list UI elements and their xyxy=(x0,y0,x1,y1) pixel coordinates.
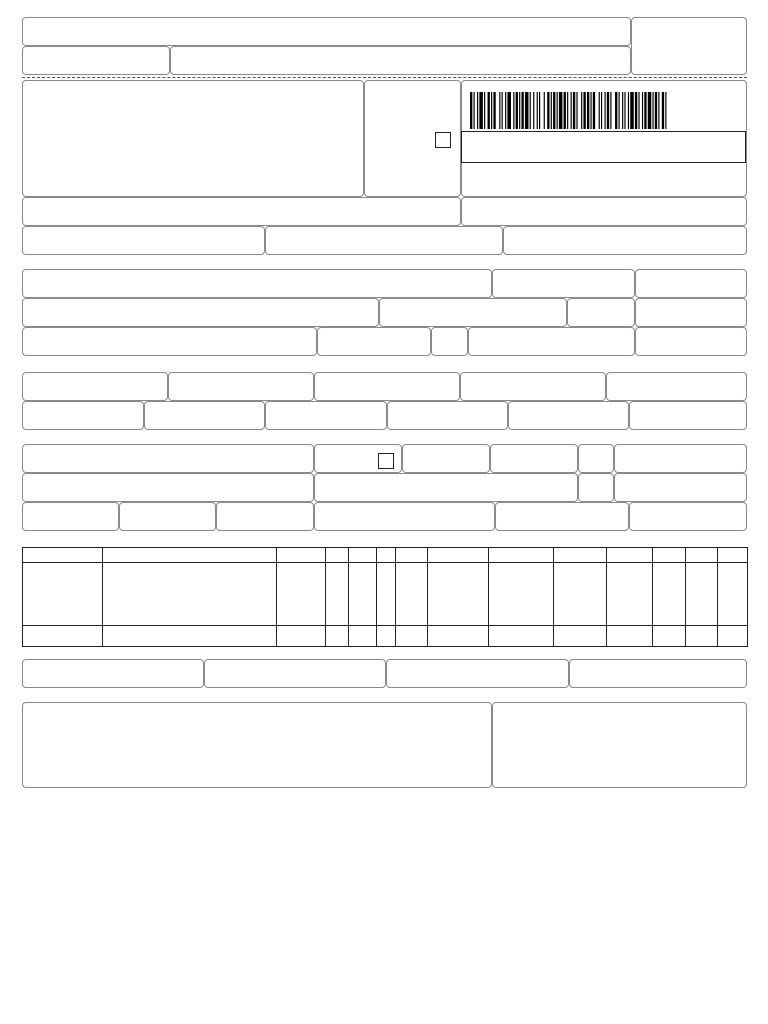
receipt-received-field xyxy=(22,17,631,46)
volume-numbering-field xyxy=(314,502,495,531)
reserved-fisco-field xyxy=(492,702,747,788)
barcode-bar xyxy=(525,92,529,129)
table-cell xyxy=(103,626,277,647)
barcode-bar xyxy=(571,92,572,129)
barcode-bar xyxy=(477,92,478,129)
carrier-address-field xyxy=(22,473,314,502)
barcode-bar xyxy=(470,92,472,129)
carrier-cnpj-field xyxy=(614,444,747,473)
barcode-bar xyxy=(607,92,609,129)
barcode-bar xyxy=(587,92,589,129)
barcode-bar xyxy=(665,92,666,129)
barcode-bar xyxy=(658,92,659,129)
barcode-bar xyxy=(474,92,475,129)
issqn-base-field xyxy=(386,659,569,688)
insurance-field xyxy=(144,401,265,430)
barcode-bar xyxy=(622,92,623,129)
barcode-bar xyxy=(551,92,552,129)
products-total-field xyxy=(606,372,747,401)
ipi-value-field xyxy=(508,401,629,430)
barcode-bar xyxy=(619,92,620,129)
barcode-bar xyxy=(559,92,563,129)
discount-field xyxy=(265,401,387,430)
vehicle-state-field xyxy=(578,444,614,473)
barcode-bar xyxy=(547,92,549,129)
barcode-bar xyxy=(567,92,568,129)
table-header-cell xyxy=(686,548,718,563)
recipient-name-field xyxy=(22,269,492,298)
operation-nature-field xyxy=(22,197,461,226)
table-header-cell xyxy=(718,548,748,563)
barcode-bar xyxy=(583,92,585,129)
volume-species-field xyxy=(119,502,216,531)
recipient-cnpj-field xyxy=(492,269,635,298)
substitute-registration-field xyxy=(265,226,503,255)
table-cell xyxy=(349,626,377,647)
table-cell xyxy=(489,626,554,647)
barcode-bar xyxy=(484,92,485,129)
recipient-state-field xyxy=(431,327,468,356)
barcode-bar xyxy=(521,92,523,129)
barcode-bar xyxy=(530,92,531,129)
barcode-bar xyxy=(599,92,600,129)
barcode-bar xyxy=(491,92,492,129)
issuer-identification-field xyxy=(22,80,364,197)
receipt-date-field xyxy=(22,46,170,75)
table-header-cell xyxy=(607,548,653,563)
carrier-city-field xyxy=(314,473,578,502)
carrier-state-field xyxy=(578,473,614,502)
barcode-bar xyxy=(564,92,566,129)
barcode-bar xyxy=(499,92,500,129)
services-total-field xyxy=(204,659,386,688)
recipient-zip-field xyxy=(567,298,635,327)
table-cell xyxy=(686,626,718,647)
barcode-bar xyxy=(479,92,483,129)
barcode-bar xyxy=(537,92,538,129)
tax-base-field xyxy=(22,372,168,401)
table-header-cell xyxy=(23,548,103,563)
recipient-phone-field xyxy=(317,327,431,356)
municipal-registration-field xyxy=(22,659,204,688)
barcode-bar xyxy=(605,92,606,129)
exit-time-field xyxy=(635,327,747,356)
table-cell xyxy=(377,563,396,626)
carrier-ie-field xyxy=(614,473,747,502)
invoice-total-field xyxy=(629,401,747,430)
table-cell xyxy=(554,626,607,647)
other-expenses-field xyxy=(387,401,508,430)
volume-brand-field xyxy=(216,502,314,531)
access-key-field xyxy=(461,131,746,163)
authorization-protocol-field xyxy=(461,197,747,226)
barcode-bar xyxy=(576,92,577,129)
barcode-bar xyxy=(638,92,639,129)
receipt-signature-field xyxy=(170,46,631,75)
table-header-cell xyxy=(396,548,428,563)
issqn-value-field xyxy=(569,659,747,688)
barcode-bar xyxy=(642,92,643,129)
recipient-district-field xyxy=(379,298,567,327)
table-header-cell xyxy=(326,548,349,563)
barcode-bar xyxy=(493,92,495,129)
table-cell xyxy=(23,563,103,626)
table-cell xyxy=(103,563,277,626)
table-cell xyxy=(428,563,489,626)
freight-field xyxy=(22,401,144,430)
barcode-bar xyxy=(581,92,582,129)
net-weight-field xyxy=(629,502,747,531)
gross-weight-field xyxy=(495,502,629,531)
table-header-cell xyxy=(103,548,277,563)
table-cell xyxy=(607,563,653,626)
table-cell xyxy=(326,563,349,626)
antt-code-field xyxy=(402,444,490,473)
exit-date-field xyxy=(635,298,747,327)
barcode-bar xyxy=(533,92,534,129)
table-header-cell xyxy=(489,548,554,563)
table-cell xyxy=(277,626,326,647)
products-table-total-row xyxy=(23,626,748,647)
barcode-bar xyxy=(644,92,646,129)
table-header-cell xyxy=(349,548,377,563)
barcode-bar xyxy=(505,92,506,129)
table-cell xyxy=(396,563,428,626)
table-cell xyxy=(396,626,428,647)
table-header-cell xyxy=(428,548,489,563)
carrier-name-field xyxy=(22,444,314,473)
table-cell xyxy=(686,563,718,626)
barcode-bar xyxy=(488,92,490,129)
products-table xyxy=(22,547,748,647)
table-cell xyxy=(277,563,326,626)
products-table-body-row xyxy=(23,563,748,626)
table-cell xyxy=(23,626,103,647)
barcode-bar xyxy=(513,92,514,129)
barcode-bar xyxy=(519,92,520,129)
receipt-number-field xyxy=(631,17,747,75)
table-header-cell xyxy=(554,548,607,563)
barcode-bar xyxy=(628,92,629,129)
barcode-bar xyxy=(601,92,602,129)
barcode-bar xyxy=(573,92,575,129)
issue-date-field xyxy=(635,269,747,298)
table-cell xyxy=(349,563,377,626)
issuer-option-checkbox[interactable] xyxy=(435,132,451,148)
barcode-bar xyxy=(507,92,511,129)
table-cell xyxy=(718,626,748,647)
barcode-bar xyxy=(624,92,625,129)
barcode-bar xyxy=(630,92,634,129)
products-table-header-row xyxy=(23,548,748,563)
barcode-bar xyxy=(539,92,540,129)
table-cell xyxy=(718,563,748,626)
barcode-bar xyxy=(593,92,595,129)
barcode-bar xyxy=(615,92,617,129)
table-cell xyxy=(377,626,396,647)
table-header-cell xyxy=(653,548,686,563)
barcode-bar xyxy=(652,92,653,129)
barcode-bar xyxy=(553,92,555,129)
volume-quantity-field xyxy=(22,502,119,531)
table-cell xyxy=(489,563,554,626)
barcode-bar xyxy=(516,92,518,129)
tax-st-value-field xyxy=(460,372,606,401)
cnpj-field xyxy=(503,226,747,255)
tax-value-field xyxy=(168,372,314,401)
state-registration-field xyxy=(22,226,265,255)
table-header-cell xyxy=(277,548,326,563)
barcode-bar xyxy=(648,92,652,129)
barcode-image xyxy=(470,92,670,129)
table-cell xyxy=(326,626,349,647)
table-cell xyxy=(607,626,653,647)
transport-option-checkbox[interactable] xyxy=(378,453,394,469)
tax-st-base-field xyxy=(314,372,460,401)
barcode-bar xyxy=(502,92,503,129)
table-cell xyxy=(554,563,607,626)
table-cell xyxy=(653,626,686,647)
barcode-bar xyxy=(662,92,664,129)
recipient-city-field xyxy=(22,327,317,356)
barcode-bar xyxy=(544,92,545,129)
table-header-cell xyxy=(377,548,396,563)
table-cell xyxy=(653,563,686,626)
table-cell xyxy=(428,626,489,647)
barcode-bar xyxy=(557,92,558,129)
barcode-bar xyxy=(590,92,591,129)
complementary-info-field xyxy=(22,702,492,788)
barcode-bar xyxy=(635,92,637,129)
barcode-bar xyxy=(655,92,657,129)
recipient-ie-field xyxy=(468,327,635,356)
recipient-address-field xyxy=(22,298,379,327)
vehicle-plate-field xyxy=(490,444,578,473)
cut-line xyxy=(22,77,747,78)
barcode-bar xyxy=(610,92,611,129)
